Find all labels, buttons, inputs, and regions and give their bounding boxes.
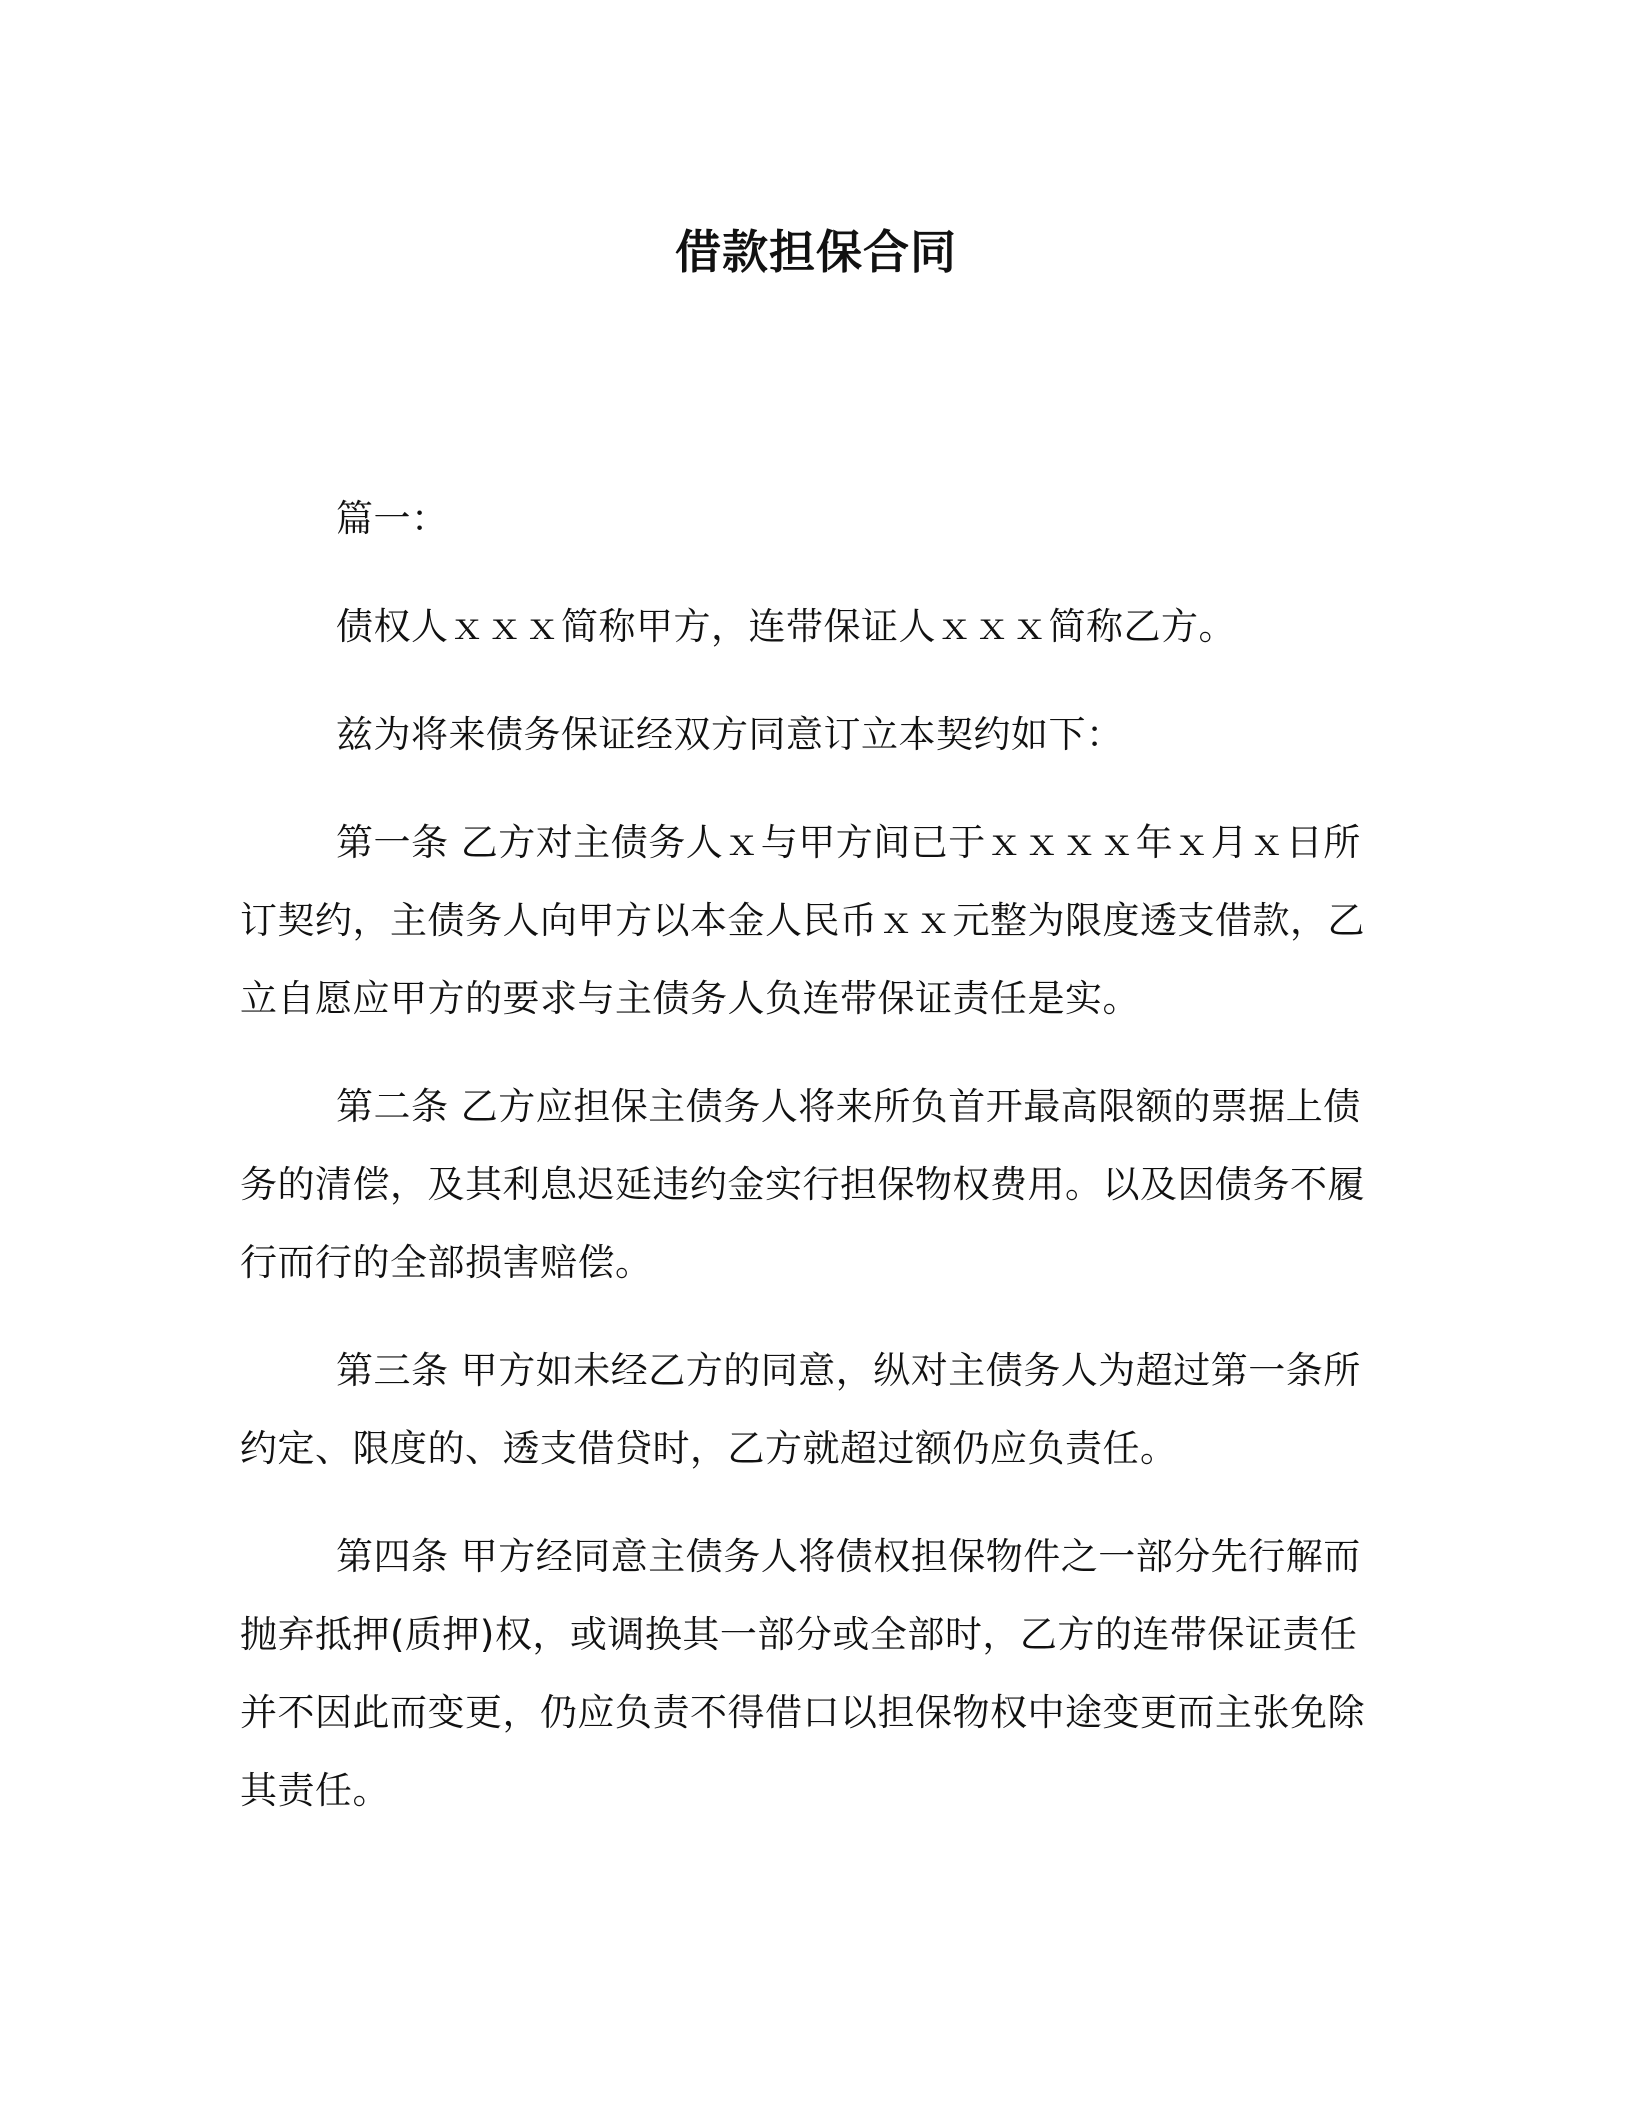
section-label: 篇一： (336, 497, 449, 540)
paragraph-preamble: 兹为将来债务保证经双方同意订立本契约如下： (336, 713, 1124, 756)
document-title: 借款担保合同 (675, 225, 957, 279)
paragraph-parties: 债权人ｘｘｘ简称甲方，连带保证人ｘｘｘ简称乙方。 (336, 605, 1236, 648)
paragraph-article-2: 第二条 乙方应担保主债务人将来所负首开最高限额的票据上债务的清偿，及其利息迟延违约金实行担保物权费用。以及因债务不履行而行的全部损害赔偿。 (240, 1085, 1365, 1284)
paragraph-article-1: 第一条 乙方对主债务人ｘ与甲方间已于ｘｘｘｘ年ｘ月ｘ日所订契约，主债务人向甲方以本金人民币ｘｘ元整为限度透支借款，乙立自愿应甲方的要求与主债务人负连带保证责任是实。 (240, 821, 1365, 1020)
paragraph-article-3: 第三条 甲方如未经乙方的同意，纵对主债务人为超过第一条所约定、限度的、透支借贷时，乙方就超过额仍应负责任。 (240, 1349, 1361, 1470)
paragraph-article-4: 第四条 甲方经同意主债务人将债权担保物件之一部分先行解而抛弃抵押(质押)权，或调换其一部分或全部时，乙方的连带保证责任并不因此而变更，仍应负责不得借口以担保物权中途变更而主张免除其责任。 (240, 1535, 1365, 1812)
document-body (240, 480, 1392, 1860)
